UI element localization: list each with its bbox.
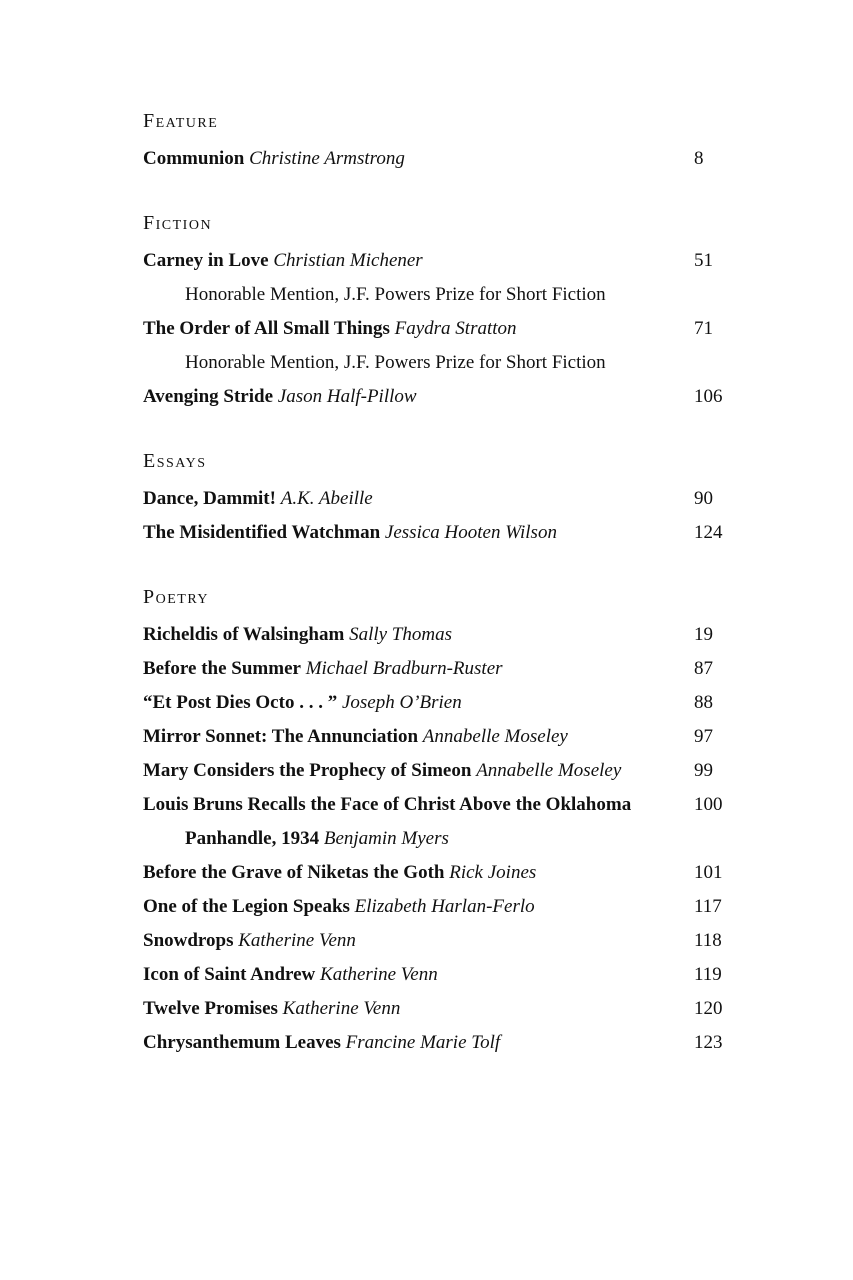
table-of-contents bbox=[143, 108, 743, 1094]
entry-author: Sally Thomas bbox=[349, 624, 452, 645]
toc-entry bbox=[143, 686, 743, 720]
entry-author: Jason Half-Pillow bbox=[277, 386, 417, 407]
entry-page: 106 bbox=[694, 386, 723, 407]
entry-author: Christine Armstrong bbox=[249, 148, 405, 169]
entry-page: 123 bbox=[694, 1032, 723, 1053]
entry-author: Katherine Venn bbox=[320, 964, 438, 985]
toc-entry bbox=[143, 720, 743, 754]
entry-page: 97 bbox=[694, 726, 713, 747]
section-feature bbox=[143, 108, 743, 176]
entry-page: 51 bbox=[694, 250, 713, 271]
entry-title: Avenging Stride bbox=[143, 386, 274, 407]
toc-entry bbox=[143, 652, 743, 686]
section-fiction bbox=[143, 210, 743, 414]
entry-author: Katherine Venn bbox=[238, 930, 356, 951]
toc-entry bbox=[143, 958, 743, 992]
toc-entry bbox=[143, 754, 743, 788]
entry-author: A.K. Abeille bbox=[280, 488, 373, 509]
toc-entry bbox=[143, 482, 743, 516]
entry-author: Benjamin Myers bbox=[323, 828, 449, 849]
toc-entry bbox=[143, 618, 743, 652]
entry-page: 118 bbox=[694, 930, 722, 951]
section-essays bbox=[143, 448, 743, 550]
entry-author: Joseph O’Brien bbox=[341, 692, 462, 713]
entry-title: One of the Legion Speaks bbox=[143, 896, 350, 917]
entry-page: 120 bbox=[694, 998, 723, 1019]
entry-title-continued: Panhandle, 1934 bbox=[185, 828, 320, 849]
toc-entry bbox=[143, 890, 743, 924]
entry-title: Communion bbox=[143, 148, 245, 169]
entry-title: Richeldis of Walsingham bbox=[143, 624, 345, 645]
entry-page: 100 bbox=[694, 794, 723, 815]
section-poetry bbox=[143, 584, 743, 1060]
entry-note: Honorable Mention, J.F. Powers Prize for Short Fiction bbox=[185, 352, 606, 373]
entry-title: Carney in Love bbox=[143, 250, 269, 271]
section-heading: Fiction bbox=[143, 212, 213, 234]
entry-page: 88 bbox=[694, 692, 713, 713]
entry-title: “Et Post Dies Octo . . . ” bbox=[143, 692, 338, 713]
entry-title: Chrysanthemum Leaves bbox=[143, 1032, 341, 1053]
section-heading: Feature bbox=[143, 110, 219, 132]
entry-page: 8 bbox=[694, 148, 704, 169]
entry-author: Annabelle Moseley bbox=[422, 726, 568, 747]
entry-author: Francine Marie Tolf bbox=[345, 1032, 501, 1053]
toc-entry bbox=[143, 856, 743, 890]
entry-page: 71 bbox=[694, 318, 713, 339]
entry-author: Elizabeth Harlan-Ferlo bbox=[354, 896, 535, 917]
section-heading: Poetry bbox=[143, 586, 210, 608]
entry-title: Snowdrops bbox=[143, 930, 234, 951]
entry-title: Mirror Sonnet: The Annunciation bbox=[143, 726, 419, 747]
toc-entry bbox=[143, 312, 743, 346]
entry-page: 117 bbox=[694, 896, 722, 917]
toc-entry bbox=[143, 924, 743, 958]
entry-title: Dance, Dammit! bbox=[143, 488, 276, 509]
entry-page: 119 bbox=[694, 964, 722, 985]
entry-title: Twelve Promises bbox=[143, 998, 278, 1019]
toc-entry bbox=[143, 788, 743, 822]
toc-entry bbox=[143, 992, 743, 1026]
toc-entry bbox=[143, 244, 743, 278]
entry-page: 90 bbox=[694, 488, 713, 509]
toc-entry bbox=[143, 1026, 743, 1060]
entry-page: 124 bbox=[694, 522, 723, 543]
entry-page: 87 bbox=[694, 658, 713, 679]
entry-page: 99 bbox=[694, 760, 713, 781]
entry-continuation bbox=[143, 822, 743, 856]
toc-entry bbox=[143, 516, 743, 550]
entry-page: 19 bbox=[694, 624, 713, 645]
entry-author: Annabelle Moseley bbox=[476, 760, 622, 781]
entry-title: Mary Considers the Prophecy of Simeon bbox=[143, 760, 472, 781]
entry-page: 101 bbox=[694, 862, 723, 883]
toc-entry bbox=[143, 142, 743, 176]
entry-author: Faydra Stratton bbox=[394, 318, 517, 339]
section-heading: Essays bbox=[143, 450, 207, 472]
entry-author: Rick Joines bbox=[449, 862, 537, 883]
entry-title: The Misidentified Watchman bbox=[143, 522, 381, 543]
entry-author: Katherine Venn bbox=[282, 998, 401, 1019]
entry-title: The Order of All Small Things bbox=[143, 318, 390, 339]
entry-author: Christian Michener bbox=[273, 250, 423, 271]
entry-title: Before the Summer bbox=[143, 658, 301, 679]
entry-title: Louis Bruns Recalls the Face of Christ Above the Oklahoma bbox=[143, 794, 632, 815]
entry-author: Jessica Hooten Wilson bbox=[384, 522, 557, 543]
entry-author: Michael Bradburn-Ruster bbox=[305, 658, 503, 679]
entry-title: Icon of Saint Andrew bbox=[143, 964, 316, 985]
entry-note: Honorable Mention, J.F. Powers Prize for Short Fiction bbox=[185, 284, 606, 305]
entry-title: Before the Grave of Niketas the Goth bbox=[143, 862, 445, 883]
toc-entry bbox=[143, 380, 743, 414]
